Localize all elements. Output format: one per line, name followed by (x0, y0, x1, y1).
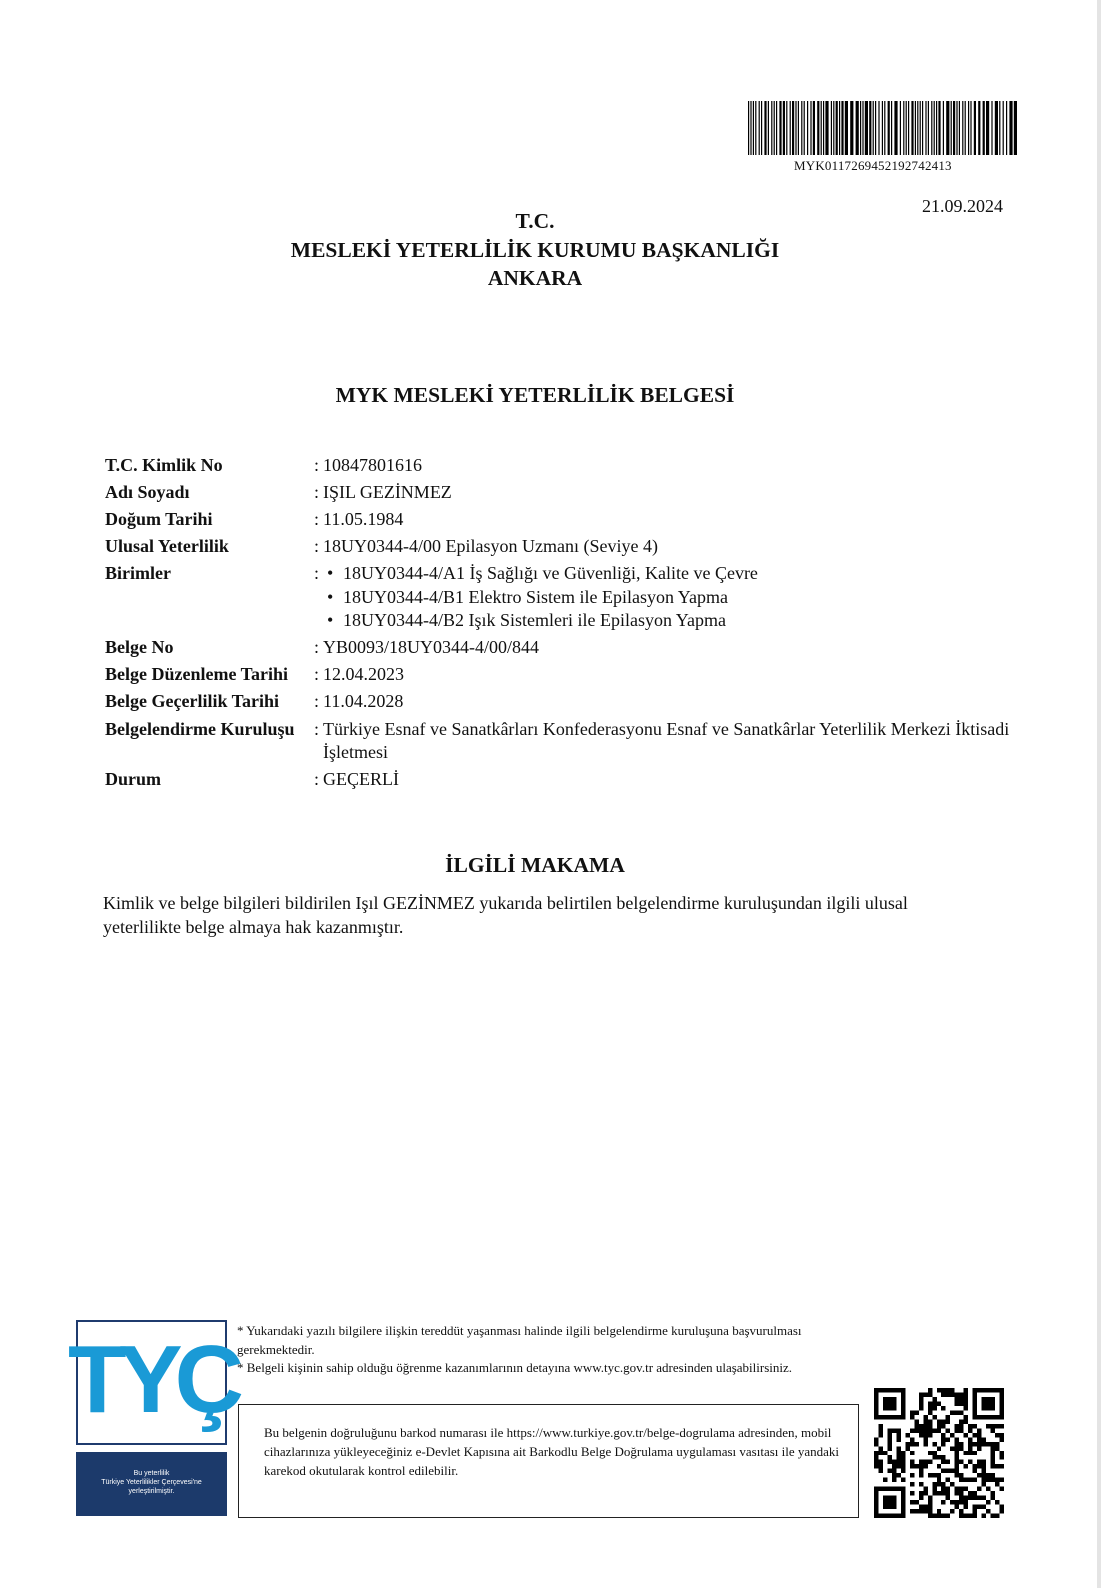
field-colon: : (314, 482, 320, 502)
field-colon: : (314, 536, 320, 556)
footnote-1: * Yukarıdaki yazılı bilgilere ilişkin tereddüt yaşanması halinde ilgili belgelendirme kuruluşuna başvurulması gerekmektedir. (237, 1323, 802, 1357)
field-colon: : (314, 455, 320, 475)
tyc-band (76, 1452, 227, 1516)
barcode (748, 101, 1020, 155)
tyc-band-line: Bu yeterlilik (133, 1470, 170, 1477)
tyc-logo-box (68, 1320, 236, 1445)
barcode-block (748, 101, 1020, 173)
field-value: IŞIL GEZİNMEZ (323, 482, 452, 502)
units-list (327, 562, 758, 633)
unit-item: • 18UY0344-4/B1 Elektro Sistem ile Epilasyon Yapma (327, 586, 758, 610)
unit-item: • 18UY0344-4/A1 İş Sağlığı ve Güvenliği, Kalite ve Çevre (327, 562, 758, 586)
notice-title: İLGİLİ MAKAMA (445, 853, 625, 877)
field-colon: : (314, 769, 320, 789)
field-value: 18UY0344-4/00 Epilasyon Uzmanı (Seviye 4) (323, 536, 658, 556)
field-colon: : (314, 664, 320, 684)
verification-box (238, 1404, 859, 1518)
header-institution: MESLEKİ YETERLİLİK KURUMU BAŞKANLIĞI (290, 238, 780, 262)
field-colon: : (314, 719, 320, 739)
unit-item: • 18UY0344-4/B2 Işık Sistemleri ile Epilasyon Yapma (327, 609, 758, 633)
document-title: MYK MESLEKİ YETERLİLİK BELGESİ (335, 383, 735, 407)
tyc-band-line: yerleştirilmiştir. (128, 1488, 175, 1495)
page-edge-shadow (1097, 0, 1101, 1588)
field-value: 10847801616 (323, 455, 422, 475)
field-value: YB0093/18UY0344-4/00/844 (323, 637, 539, 657)
footnote-2: * Belgeli kişinin sahip olduğu öğrenme kazanımlarının detayına www.tyc.gov.tr adresinden ulaşabilirsiniz. (237, 1360, 793, 1375)
tyc-band-line: Türkiye Yeterlilikler Çerçevesi'ne (101, 1479, 202, 1486)
field-value: 11.04.2028 (323, 691, 404, 711)
header-city: ANKARA (487, 266, 583, 290)
verification-text: Bu belgenin doğruluğunu barkod numarası ile https://www.turkiye.gov.tr/belge-dogrulama adresinden, mobil cihazlarınıza yükleyeceğiniz e-Devlet Kapısına ait Barkodlu Belge Doğrulama uygulaması vasıtası ile yandaki karekod okutularak kontrol edilebilir. (264, 1425, 840, 1478)
field-label: Belge No (105, 637, 174, 657)
footnotes (237, 1322, 837, 1378)
field-value: 12.04.2023 (323, 664, 404, 684)
field-colon: : (314, 509, 320, 529)
notice-text: Kimlik ve belge bilgileri bildirilen Işıl GEZİNMEZ yukarıda belirtilen belgelendirme kuruluşundan ilgili ulusal yeterlilikte belge almaya hak kazanmıştır. (103, 893, 908, 937)
field-colon: : (314, 691, 320, 711)
qr-code (874, 1388, 1004, 1518)
field-colon: : (314, 637, 320, 657)
header-tc: T.C. (515, 209, 555, 233)
field-value: Türkiye Esnaf ve Sanatkârları Konfederasyonu Esnaf ve Sanatkârlar Yeterlilik Merkezi İktisadi İşletmesi (323, 719, 1010, 762)
field-label: Belgelendirme Kuruluşu (105, 719, 295, 739)
field-label: Doğum Tarihi (105, 509, 213, 529)
field-label: Belge Düzenleme Tarihi (105, 664, 288, 684)
tyc-logo-text: TYÇ (68, 1326, 236, 1433)
field-label: Adı Soyadı (105, 482, 190, 502)
field-value: GEÇERLİ (323, 769, 399, 789)
field-value: 11.05.1984 (323, 509, 404, 529)
field-label: Ulusal Yeterlilik (105, 536, 229, 556)
print-date: 21.09.2024 (922, 196, 1003, 216)
field-colon: : (314, 563, 320, 583)
field-label: T.C. Kimlik No (105, 455, 223, 475)
field-label: Durum (105, 769, 162, 789)
field-label: Birimler (105, 563, 171, 583)
field-label: Belge Geçerlilik Tarihi (105, 691, 279, 711)
tyc-logo (68, 1326, 236, 1433)
barcode-number: MYK0117269452192742413 (794, 158, 952, 173)
